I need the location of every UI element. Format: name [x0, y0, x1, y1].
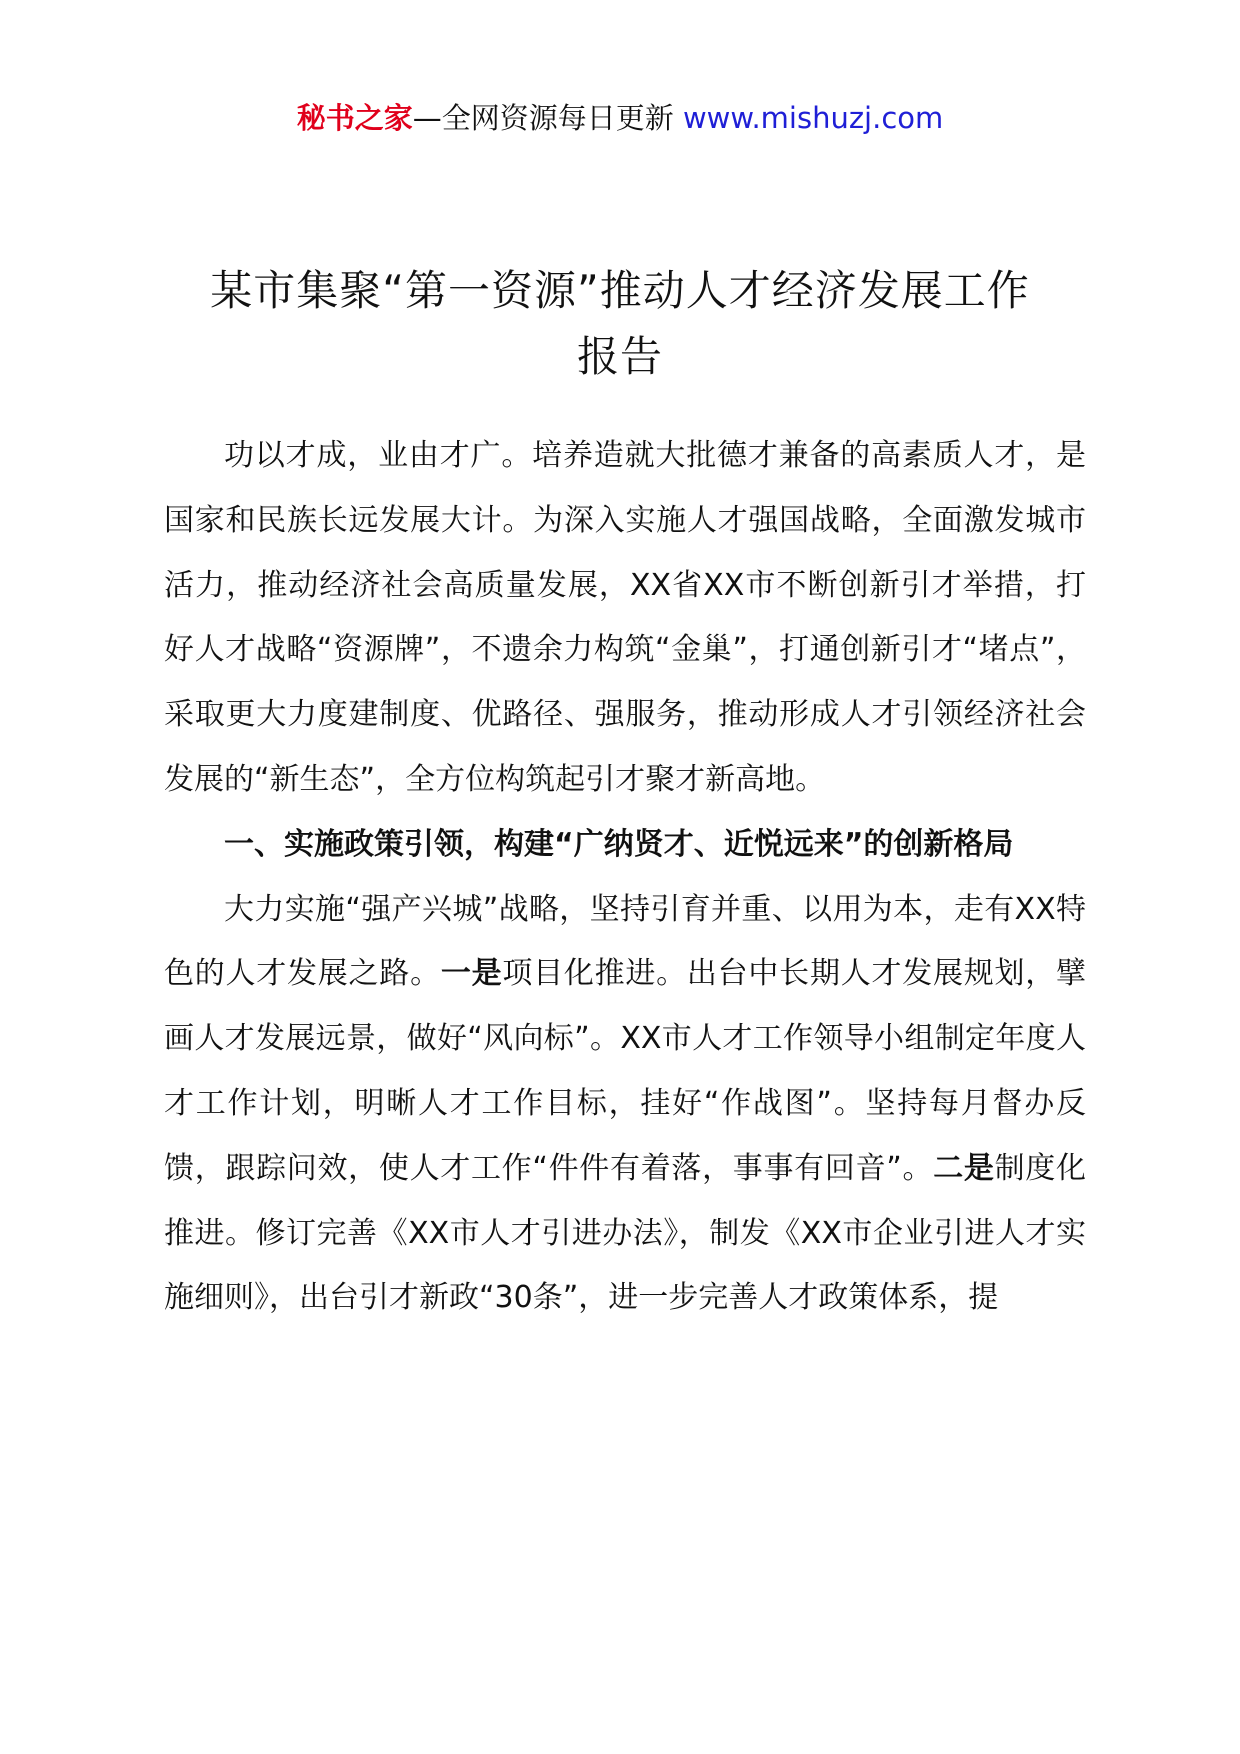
site-slogan: —全网资源每日更新: [412, 101, 683, 135]
section-1-heading: 一、实施政策引领，构建“广纳贤才、近悦远来”的创新格局: [224, 826, 1014, 862]
document-body: [164, 424, 1086, 1331]
section-1-text-2: 项目化推进。出台中长期人才发展规划，擘画人才发展远景，做好“风向标”。XX市人才工作领导小组制定年度人才工作计划，明晰人才工作目标，挂好“作战图”。坚持每月督办反馈，跟踪问效，使人才工作“件件有着落，事事有回音”。: [164, 956, 1087, 1186]
section-1-paragraph: [164, 878, 1086, 1332]
section-1-bold-1: 一是: [440, 956, 503, 992]
title-line-1: 某市集聚“第一资源”推动人才经济发展工作: [210, 266, 1030, 315]
site-brand: 秘书之家: [296, 101, 413, 135]
site-url-link[interactable]: www.mishuzj.com: [682, 101, 944, 135]
title-line-2: 报告: [576, 332, 663, 381]
intro-paragraph: 功以才成，业由才广。培养造就大批德才兼备的高素质人才，是国家和民族长远发展大计。为深入实施人才强国战略，全面激发城市活力，推动经济社会高质量发展，XX省XX市不断创新引才举措，打好人才战略“资源牌”，不遗余力构筑“金巢”，打通创新引才“堵点”，采取更大力度建制度、优路径、强服务，推动形成人才引领经济社会发展的“新生态”，全方位构筑起引才聚才新高地。: [164, 438, 1086, 797]
document-title: [150, 258, 1090, 390]
section-1-text-1: 大力实施“强产兴城”战略，坚持引育并重、以用为本，走有XX特色的人才发展之路。: [164, 891, 1086, 992]
section-1-text-3: 制度化推进。修订完善《XX市人才引进办法》，制发《XX市企业引进人才实施细则》，出台引才新政“30条”，进一步完善人才政策体系，提: [164, 1150, 1087, 1316]
section-1-bold-2: 二是: [933, 1150, 995, 1186]
site-header: [0, 98, 1240, 138]
